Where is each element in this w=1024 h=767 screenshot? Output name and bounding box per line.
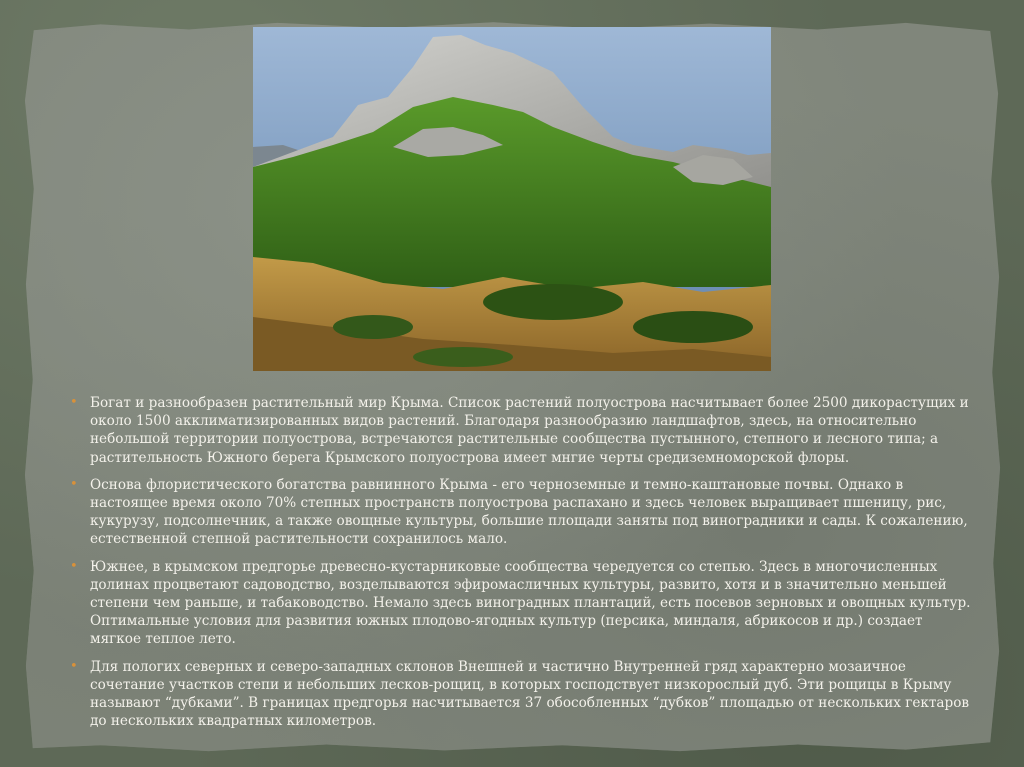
bullet-text: Южнее, в крымском предгорье древесно-кустарниковые сообщества чередуется со степью. Здесь в многочисленных долинах процветают садоводство, возделываются эфиромасличных культуры, развито, хотя и в значительно меньшей степени чем раньше, и табаководство. Немало здесь виноградных плантаций, есть посевов зерновых и овощных культур. Оптимальные условия для развития южных плодово-ягодных культур (персика, миндаля, абрикосов и др.) создает мягкое теплое лето. xyxy=(90,558,971,648)
bullet-item xyxy=(70,558,975,649)
bullet-marker: • xyxy=(70,476,78,492)
mountain-landscape-photo xyxy=(253,27,771,371)
bullet-item xyxy=(70,394,975,467)
bullet-marker: • xyxy=(70,558,78,574)
bullet-marker: • xyxy=(70,395,78,410)
bullet-text: Основа флористического богатства равнинного Крыма - его черноземные и темно-каштановые почвы. Однако в настоящее время около 70% степных пространств полуострова распахано и здесь человек выращивает пшеницу, рис, кукурузу, подсолнечник, а также овощные культуры, большие площади заняты под виноградники и сады. К сожалению, естественной степной растительности сохранилось мало. xyxy=(90,476,968,548)
bullet-item xyxy=(70,476,975,549)
bullet-text: Для пологих северных и северо-западных склонов Внешней и частично Внутренней гряд характерно мозаичное сочетание участков степи и небольших лесков-рощиц, в которых господствует низкорослый дуб. Эти рощицы в Крыму называют “дубками”. В границах предгорья насчитывается 37 обособленных “дубков” площадью от нескольких гектаров до нескольких квадратных километров. xyxy=(90,658,970,730)
bullet-marker: • xyxy=(70,658,78,674)
bullet-text: Богат и разнообразен растительный мир Крыма. Список растений полуострова насчитывает более 2500 дикорастущих и около 1500 акклиматизированных видов растений. Благодаря разнообразию ландшафтов, здесь, на относительно небольшой территории полуострова, встречаются растительные сообщества пустынного, степного и лесного типа; а растительность Южного берега Крымского полуострова имеет мнгие черты средиземноморской флоры. xyxy=(90,395,969,466)
bullet-list xyxy=(70,394,975,739)
bullet-item xyxy=(70,658,975,731)
